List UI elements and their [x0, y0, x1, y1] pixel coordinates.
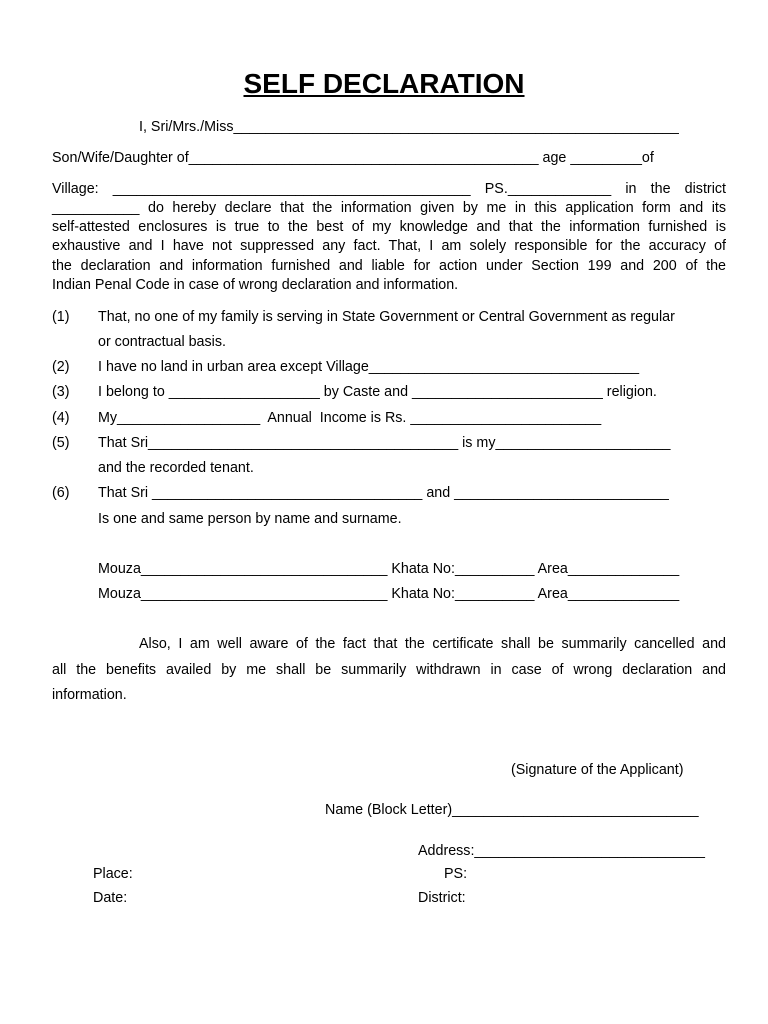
place-label: Place:: [93, 866, 133, 882]
intro-line-4: ___________ do hereby declare that the information given by me in this application form and its: [52, 200, 726, 216]
also-line-3: information.: [52, 687, 127, 703]
item-1-text: That, no one of my family is serving in State Government or Central Government as regular: [98, 309, 675, 325]
name-field-label: Name (Block Letter)_______________________________: [325, 802, 699, 818]
date-label: Date:: [93, 890, 128, 906]
signature-label: (Signature of the Applicant): [511, 762, 684, 778]
item-6-text: That Sri __________________________________ and ___________________________: [98, 485, 669, 501]
intro-line-7: the declaration and information furnished and liable for action under Section 199 and 200 of the: [52, 258, 726, 274]
item-1-continued: or contractual basis.: [98, 334, 226, 350]
item-6-continued: Is one and same person by name and surname.: [98, 511, 402, 527]
also-line-1: Also, I am well aware of the fact that the certificate shall be summarily cancelled and: [139, 636, 726, 652]
address-field-label: Address:_____________________________: [418, 843, 706, 859]
item-1-number: (1): [52, 309, 70, 325]
item-5-number: (5): [52, 435, 70, 451]
intro-line-6: exhaustive and I have not suppressed any fact. That, I am solely responsible for the accuracy of: [52, 238, 726, 254]
item-4-number: (4): [52, 410, 70, 426]
intro-line-1: I, Sri/Mrs./Miss________________________________________________________: [139, 119, 679, 135]
item-6-number: (6): [52, 485, 70, 501]
item-4-text: My__________________ Annual Income is Rs. ________________________: [98, 410, 602, 426]
page-title: SELF DECLARATION: [243, 68, 525, 99]
item-3-text: I belong to ___________________ by Caste and ________________________ religion.: [98, 384, 657, 400]
district-label: District:: [418, 890, 466, 906]
mouza-line-1: Mouza_______________________________ Khata No:__________ Area______________: [98, 561, 680, 577]
item-2-number: (2): [52, 359, 70, 375]
intro-line-8: Indian Penal Code in case of wrong declaration and information.: [52, 277, 459, 293]
mouza-line-2: Mouza_______________________________ Khata No:__________ Area______________: [98, 586, 680, 602]
intro-line-2: Son/Wife/Daughter of____________________________________________ age _________of: [52, 150, 654, 166]
intro-line-5: self-attested enclosures is true to the best of my knowledge and that the information furnished is: [52, 219, 726, 235]
intro-line-3: Village: _____________________________________________ PS._____________ in the district: [52, 181, 726, 197]
also-line-2: all the benefits availed by me shall be summarily withdrawn in case of wrong declaration and: [52, 662, 726, 678]
ps-label: PS:: [444, 866, 468, 882]
item-5-text: That Sri_______________________________________ is my______________________: [98, 435, 671, 451]
item-2-text: I have no land in urban area except Village__________________________________: [98, 359, 640, 375]
item-5-continued: and the recorded tenant.: [98, 460, 254, 476]
item-3-number: (3): [52, 384, 70, 400]
